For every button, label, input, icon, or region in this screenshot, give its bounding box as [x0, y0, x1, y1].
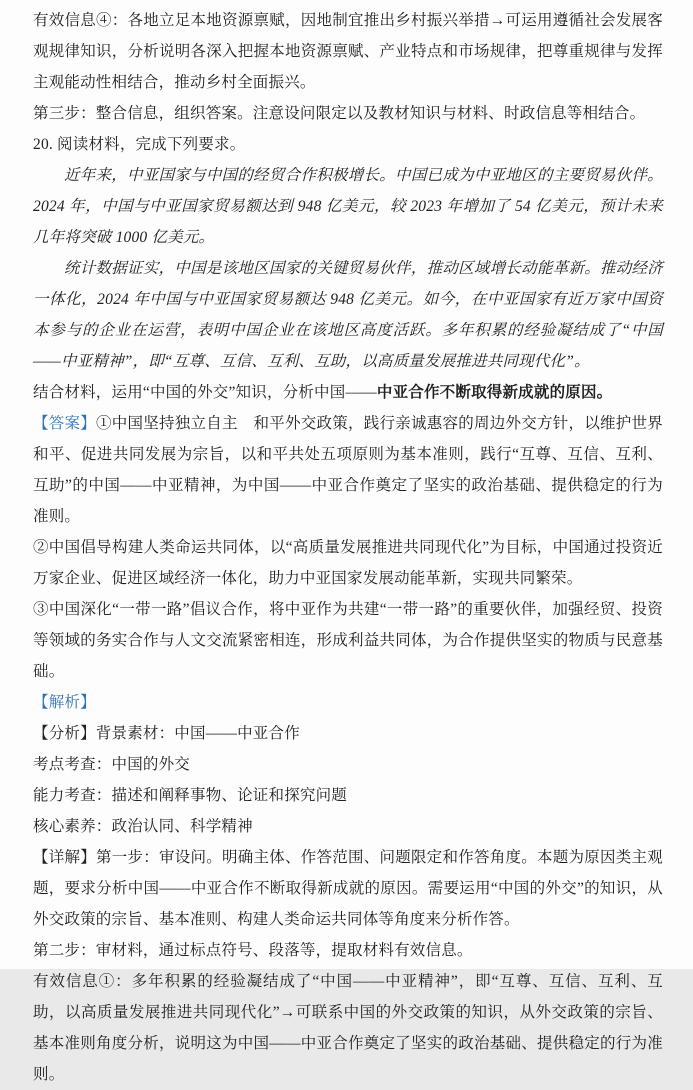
material-paragraph-1: 近年来，中亚国家与中国的经贸合作积极增长。中国已成为中亚地区的主要贸易伙伴。2024 年，中国与中亚国家贸易额达到 948 亿美元，较 2023 年增加了 54 亿美元，预计未来几年将突破 1000 亿美元。 — [33, 167, 663, 246]
answer-point-1-text: ①中国坚持独立自主 和平外交政策，践行亲诚惠容的周边外交方针，以维护世界和平、促进共同发展为宗旨，以和平共处五项原则为基本准则，践行“互尊、互信、互利、互助”的中国——中亚精神，为中国——中亚合作奠定了坚实的政治基础、提供稳定的行为准则。 — [33, 415, 663, 525]
analysis-ability: 能力考查：描述和阐释事物、论证和探究问题 — [33, 787, 348, 804]
analysis-section-label — [33, 687, 663, 718]
jiexi-label: 【解析】 — [33, 694, 96, 711]
question-task-text: 结合材料，运用“中国的外交”知识，分析中国—— — [33, 384, 377, 401]
answer-point-1 — [33, 408, 663, 532]
detailed-explanation-step-1: 【详解】第一步：审设问。明确主体、作答范围、问题限定和作答角度。本题为原因类主观题，要求分析中国——中亚合作不断取得新成就的原因。需要运用“中国的外交”的知识，从外交政策的宗旨、基本准则、构建人类命运共同体等角度来分析作答。 — [33, 849, 663, 928]
detailed-explanation-step-2: 第二步：审材料，通过标点符号、段落等，提取材料有效信息。 — [33, 942, 473, 959]
answer-label: 【答案】 — [33, 415, 97, 432]
material-paragraph-2: 统计数据证实，中国是该地区国家的关键贸易伙伴，推动区域增长动能革新。推动经济一体化，2024 年中国与中亚国家贸易额达 948 亿美元。如今，在中亚国家有近万家中国资本参与的企业在运营，表明中国企业在该地区高度活跃。多年积累的经验凝结成了“中国——中亚精神”，即“互尊、互信、互利、互助，以高质量发展推进共同现代化”。 — [33, 260, 663, 370]
answer-point-3: ③中国深化“一带一路”倡议合作，将中亚作为共建“一带一路”的重要伙伴，加强经贸、投资等领域的务实合作与人文交流紧密相连，形成利益共同体，为合作提供坚实的物质与民意基础。 — [33, 601, 663, 680]
analysis-background: 【分析】背景素材：中国——中亚合作 — [33, 725, 300, 742]
question-20-heading: 20. 阅读材料，完成下列要求。 — [33, 136, 246, 153]
question-task-bold-text: 中亚合作不断取得新成就的原因。 — [376, 384, 613, 401]
paragraph-step-3: 第三步：整合信息，组织答案。注意设问限定以及教材知识与材料、时政信息等相结合。 — [33, 105, 646, 122]
question-task — [33, 377, 663, 408]
answer-point-2: ②中国倡导构建人类命运共同体，以“高质量发展推进共同现代化”为目标，中国通过投资近万家企业、促进区域经济一体化，助力中亚国家发展动能革新，实现共同繁荣。 — [33, 539, 663, 587]
paragraph-valid-info-4: 有效信息④：各地立足本地资源禀赋，因地制宜推出乡村振兴举措→可运用遵循社会发展客观规律知识，分析说明各深入把握本地资源禀赋、产业特点和市场规律，把尊重规律与发挥主观能动性相结合，推动乡村全面振兴。 — [33, 12, 663, 91]
analysis-exam-point: 考点考查：中国的外交 — [33, 756, 191, 773]
detailed-explanation-info-1: 有效信息①：多年积累的经验凝结成了“中国——中亚精神”，即“互尊、互信、互利、互助，以高质量发展推进共同现代化”→可联系中国的外交政策的知识，从外交政策的宗旨、基本准则角度分析，说明这为中国——中亚合作奠定了坚实的政治基础、提供稳定的行为准则。 — [33, 973, 663, 1083]
analysis-core-literacy: 核心素养：政治认同、科学精神 — [33, 818, 253, 835]
